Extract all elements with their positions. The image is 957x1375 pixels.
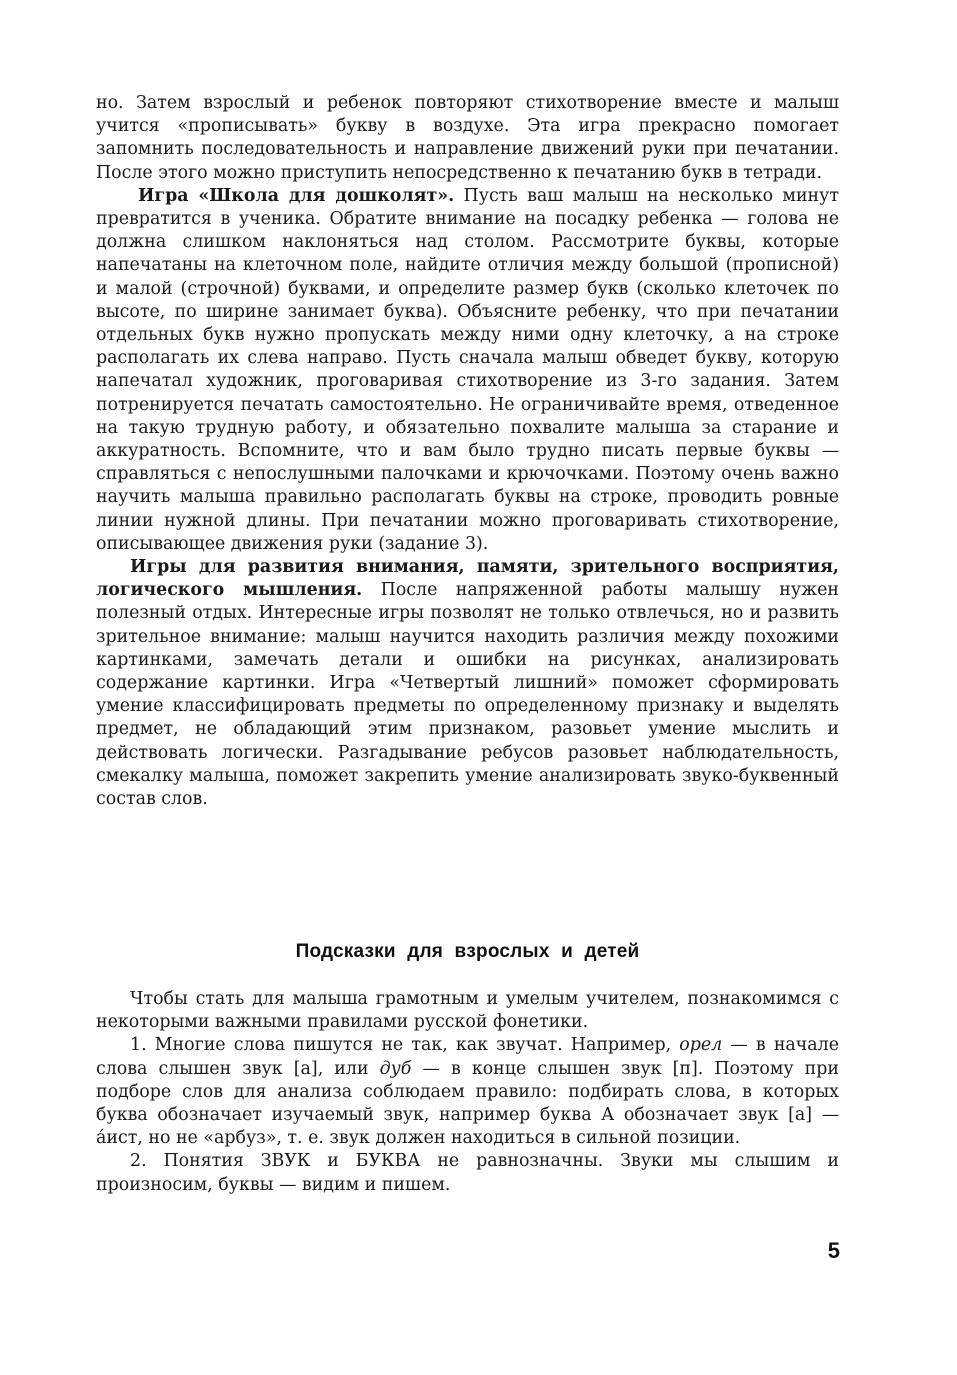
paragraph-attention-games <box>96 556 839 811</box>
paragraph-school-game <box>96 185 839 556</box>
paragraph-rule-2: 2. Понятия ЗВУК и БУКВА не равнозначны. Звуки мы слышим и произносим, буквы — видим и пишем. <box>96 1151 839 1195</box>
body-text-bottom <box>96 988 839 1197</box>
example-word: дуб <box>379 1058 412 1079</box>
example-word: орел <box>679 1035 723 1056</box>
paragraph-lead: Игры для развития внимания, памяти, зрительного восприятия, логического мышления. <box>96 557 839 601</box>
rule-text: — в конце слышен звук [п]. Поэтому при подборе слов для анализа соблюдаем правило: подбирать слова, в которых буква обозначает изучаемый звук, например буква А обозначает звук [а] — а́ист, но не «арбуз», т. е. звук должен находиться в сильной позиции. <box>96 1058 839 1149</box>
paragraph-lead: Игра «Школа для дошколят». <box>138 185 455 206</box>
section-heading: Подсказки для взрослых и детей <box>295 941 640 962</box>
paragraph-continuation: но. Затем взрослый и ребенок повторяют стихотворение вместе и малыш учится «прописывать» букву в воздухе. Эта игра прекрасно помогает запомнить последовательность и направление движений руки при печатании. После этого можно приступить непосредственно к печатанию букв в тетради. <box>96 93 839 183</box>
paragraph-text: После напряженной работы малышу нужен полезный отдых. Интересные игры позволят не только отвлечься, но и развить зрительное внимание: малыш научится находить различия между похожими картинками, замечать детали и ошибки на рисунках, анализировать содержание картинки. Игра «Четвертый лишний» поможет сформировать умение классифицировать предметы по определенному признаку и выделять предмет, не обладающий этим признаком, разовьет умение мыслить и действовать логически. Разгадывание ребусов разовьет наблюдательность, смекалку малыша, поможет закрепить умение анализировать звуко-буквенный состав слов. <box>96 580 839 810</box>
paragraph-text: Пусть ваш малыш на несколько минут превратится в ученика. Обратите внимание на посадку ребенка — голова не должна слишком наклоняться над столом. Рассмотрите буквы, которые напечатаны на клеточном поле, найдите отличия между большой (прописной) и малой (строчной) буквами, и определите размер букв (сколько клеточек по высоте, по ширине занимает буква). Объясните ребенку, что при печатании отдельных букв нужно пропускать между ними одну клеточку, а на строке располагать их слева направо. Пусть сначала малыш обведет букву, которую напечатал художник, проговаривая стихотворение из 3-го задания. Затем потренируется печатать самостоятельно. Не ограничивайте время, отведенное на такую трудную работу, и обязательно похвалите малыша за старание и аккуратность. Вспомните, что и вам было трудно писать первые буквы — справляться с непослушными палочками и крючочками. Поэтому очень важно научить малыша правильно располагать буквы на строке, проводить ровные линии нужной длины. При печатании можно проговаривать стихотворение, описывающее движения руки (задание 3). <box>96 185 839 554</box>
page-number: 5 <box>827 1238 840 1263</box>
paragraph-intro: Чтобы стать для малыша грамотным и умелым учителем, познакомимся с некоторыми важными правилами русской фонетики. <box>96 989 839 1033</box>
paragraph-rule-1 <box>96 1034 839 1150</box>
rule-text: — в начале слова слышен звук [а], или <box>96 1035 839 1079</box>
body-text-top <box>96 92 839 811</box>
rule-text: 1. Многие слова пишутся не так, как звучат. Например, <box>130 1035 680 1056</box>
